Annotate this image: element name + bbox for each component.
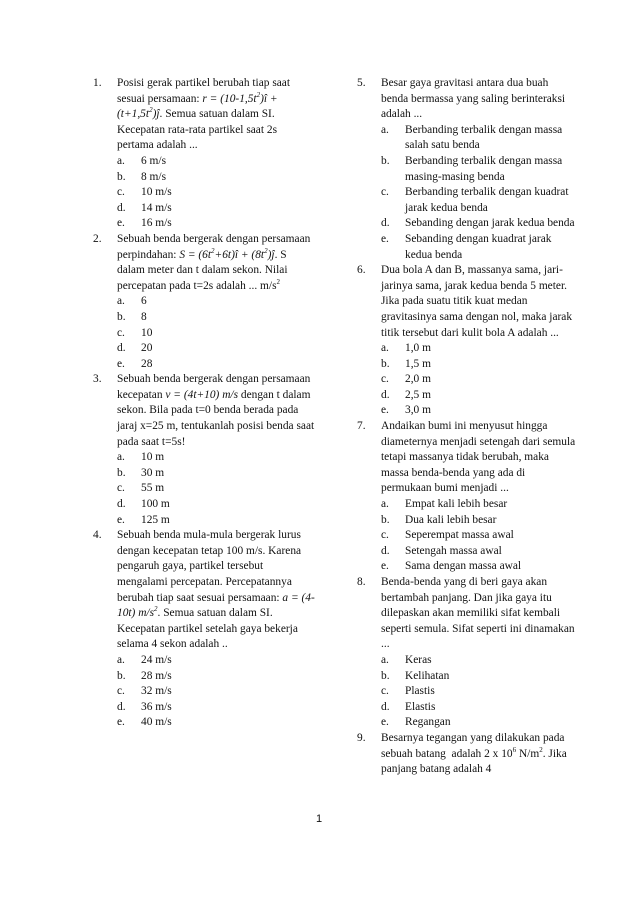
answer-option <box>117 310 315 326</box>
answer-option <box>381 154 577 185</box>
question-item <box>357 731 577 778</box>
option-text: 55 m <box>141 482 165 495</box>
option-letter: b. <box>381 513 390 526</box>
option-text: 1,5 m <box>405 357 431 370</box>
question-number: 3. <box>93 373 102 386</box>
question-number: 4. <box>93 529 102 542</box>
option-letter: e. <box>381 560 389 573</box>
option-letter: d. <box>381 544 390 557</box>
question-number: 9. <box>357 731 366 744</box>
question-text: Besarnya tegangan yang dilakukan pada sebuah batang adalah 2 x $10^6$ $N/m^2$. Jika panjang batang adalah 4 <box>381 731 567 776</box>
answer-option <box>381 185 577 216</box>
option-text: Sebanding dengan kuadrat jarak kedua benda <box>405 232 552 261</box>
question-item <box>93 528 315 731</box>
answer-option <box>117 513 315 529</box>
option-text: 14 m/s <box>141 201 172 214</box>
answer-option <box>381 700 577 716</box>
question-item <box>357 263 577 419</box>
answer-option <box>381 669 577 685</box>
answer-option <box>117 170 315 186</box>
answer-option <box>117 450 315 466</box>
option-text: 20 <box>141 342 153 355</box>
option-text: 125 m <box>141 513 170 526</box>
answer-option <box>381 544 577 560</box>
answer-option <box>117 294 315 310</box>
answer-option <box>381 357 577 373</box>
answer-option <box>381 715 577 731</box>
option-letter: d. <box>117 700 126 713</box>
question-item <box>357 419 577 575</box>
answer-option <box>381 388 577 404</box>
option-letter: a. <box>117 451 125 464</box>
option-letter: a. <box>117 653 125 666</box>
answer-option <box>381 372 577 388</box>
page-number: 1 <box>315 813 323 825</box>
question-item <box>93 372 315 528</box>
answer-option <box>381 123 577 154</box>
answer-option <box>381 559 577 575</box>
answer-option <box>381 528 577 544</box>
option-letter: b. <box>117 669 126 682</box>
option-text: Plastis <box>405 685 435 698</box>
question-number: 1. <box>93 77 102 89</box>
option-text: Empat kali lebih besar <box>405 498 508 511</box>
option-text: 1,0 m <box>405 342 431 355</box>
option-text: Setengah massa awal <box>405 544 502 557</box>
question-text: Benda-benda yang di beri gaya akan bertambah panjang. Dan jika gaya itu dilepaskan akan memiliki sifat kembali seperti semula. Sifat seperti ini dinamakan ... <box>381 576 575 651</box>
answer-option <box>381 513 577 529</box>
question-number: 5. <box>357 77 366 89</box>
question-text: Sebuah benda mula-mula bergerak lurus dengan kecepatan tetap 100 m/s. Karena pengaruh gaya, partikel tersebut mengalami percepatan. Percepatannya berubah tiap saat sesuai persamaan: a = (4-10t) $m/s^2$. Semua satuan dalam SI. Kecepatan partikel setelah gaya bekerja selama 4 sekon adalah .. <box>117 529 315 651</box>
option-letter: c. <box>117 482 125 495</box>
option-letter: a. <box>381 498 389 511</box>
option-text: 30 m <box>141 466 165 479</box>
option-letter: c. <box>117 326 125 339</box>
question-item <box>357 76 577 263</box>
answer-option <box>381 653 577 669</box>
option-letter: a. <box>117 154 125 167</box>
option-text: 8 m/s <box>141 170 167 183</box>
option-letter: c. <box>381 685 389 698</box>
answer-option <box>117 481 315 497</box>
answer-option <box>117 154 315 170</box>
option-letter: b. <box>117 170 126 183</box>
answer-option <box>117 669 315 685</box>
question-text: Besar gaya gravitasi antara dua buah benda bermassa yang saling berinteraksi adalah ... <box>381 77 566 121</box>
option-text: 24 m/s <box>141 653 172 666</box>
option-text: 16 m/s <box>141 217 172 230</box>
answer-option <box>117 715 315 731</box>
option-letter: e. <box>381 232 389 245</box>
option-text: Regangan <box>405 716 451 729</box>
option-letter: e. <box>117 716 125 729</box>
option-text: 36 m/s <box>141 700 172 713</box>
option-letter: d. <box>117 201 126 214</box>
option-letter: c. <box>117 186 125 199</box>
option-letter: d. <box>381 217 390 230</box>
option-text: Sebanding dengan jarak kedua benda <box>405 217 575 230</box>
option-letter: a. <box>117 295 125 308</box>
question-number: 7. <box>357 420 366 433</box>
question-text: Andaikan bumi ini menyusut hingga diameternya menjadi setengah dari semula tetapi massanya tidak berubah, maka massa benda-benda yang ada di permukaan bumi menjadi ... <box>381 420 576 495</box>
option-text: 10 <box>141 326 153 339</box>
option-letter: e. <box>117 513 125 526</box>
option-letter: c. <box>381 529 389 542</box>
question-item <box>93 232 315 372</box>
question-number: 6. <box>357 264 366 277</box>
option-letter: d. <box>381 388 390 401</box>
answer-option <box>117 653 315 669</box>
option-letter: c. <box>381 373 389 386</box>
option-text: 10 m <box>141 451 165 464</box>
option-text: Dua kali lebih besar <box>405 513 497 526</box>
question-text: Sebuah benda bergerak dengan persamaan perpindahan: $S = (6t^2+6t)î$ + $(8t^2)ĵ$. S dalam meter dan t dalam sekon. Nilai percepatan pada t=2s adalah ... $m/s^2$ <box>117 232 311 292</box>
right-column <box>357 76 577 778</box>
option-text: Elastis <box>405 700 436 713</box>
option-letter: e. <box>381 716 389 729</box>
option-text: 6 m/s <box>141 154 167 167</box>
answer-option <box>117 216 315 232</box>
option-text: 3,0 m <box>405 404 431 417</box>
question-text: Dua bola A dan B, massanya sama, jari-jarinya sama, jarak kedua benda 5 meter. Jika pada suatu titik kuat medan gravitasinya sama dengan nol, maka jarak titik tersebut dari kulit bola A adalah ... <box>381 264 573 339</box>
answer-option <box>117 341 315 357</box>
answer-option <box>117 497 315 513</box>
answer-option <box>381 232 577 263</box>
option-letter: d. <box>381 700 390 713</box>
option-letter: b. <box>381 357 390 370</box>
answer-option <box>117 700 315 716</box>
option-text: Berbanding terbalik dengan kuadrat jarak kedua benda <box>405 186 569 214</box>
option-text: Berbanding terbalik dengan massa salah satu benda <box>405 123 563 152</box>
option-text: Berbanding terbalik dengan massa masing-masing benda <box>405 154 563 183</box>
option-text: 10 m/s <box>141 186 172 199</box>
option-letter: b. <box>117 466 126 479</box>
option-text: 28 <box>141 357 153 370</box>
option-text: Keras <box>405 653 432 666</box>
option-letter: c. <box>117 685 125 698</box>
option-text: Kelihatan <box>405 669 450 682</box>
option-text: 40 m/s <box>141 716 172 729</box>
question-item <box>93 76 315 232</box>
question-number: 8. <box>357 576 366 588</box>
option-text: Seperempat massa awal <box>405 529 514 542</box>
option-letter: a. <box>381 653 389 666</box>
answer-option <box>381 497 577 513</box>
option-letter: c. <box>381 186 389 199</box>
question-text: Posisi gerak partikel berubah tiap saat sesuai persamaan: $r = (10-1,5t^2)î$ + $(t+1,5t^2)ĵ$. Semua satuan dalam SI. Kecepatan rata-rata partikel saat 2s pertama adalah ... <box>117 77 291 152</box>
option-letter: e. <box>117 217 125 230</box>
answer-option <box>117 357 315 373</box>
answer-option <box>117 185 315 201</box>
answer-option <box>381 403 577 419</box>
option-letter: a. <box>381 342 389 355</box>
option-text: 28 m/s <box>141 669 172 682</box>
answer-option <box>117 684 315 700</box>
left-column <box>93 76 315 731</box>
option-letter: d. <box>117 498 126 511</box>
option-letter: b. <box>117 310 126 323</box>
option-letter: b. <box>381 669 390 682</box>
option-text: 2,0 m <box>405 373 431 386</box>
option-letter: a. <box>381 123 389 136</box>
answer-option <box>117 466 315 482</box>
question-item <box>357 575 577 731</box>
answer-option <box>381 684 577 700</box>
option-text: Sama dengan massa awal <box>405 560 522 573</box>
answer-option <box>381 341 577 357</box>
question-number: 2. <box>93 232 102 245</box>
option-text: 8 <box>141 310 147 323</box>
question-text: Sebuah benda bergerak dengan persamaan kecepatan v = (4t+10) m/s dengan t dalam sekon. Bila pada t=0 benda berada pada jaraj x=25 m, tentukanlah posisi benda saat pada saat t=5s! <box>117 373 315 448</box>
answer-option <box>117 201 315 217</box>
option-text: 100 m <box>141 498 170 511</box>
option-letter: b. <box>381 154 390 167</box>
option-text: 2,5 m <box>405 388 431 401</box>
answer-option <box>117 326 315 342</box>
option-text: 32 m/s <box>141 685 172 698</box>
answer-option <box>381 216 577 232</box>
option-letter: e. <box>117 357 125 370</box>
option-text: 6 <box>141 295 147 308</box>
option-letter: e. <box>381 404 389 417</box>
option-letter: d. <box>117 342 126 355</box>
